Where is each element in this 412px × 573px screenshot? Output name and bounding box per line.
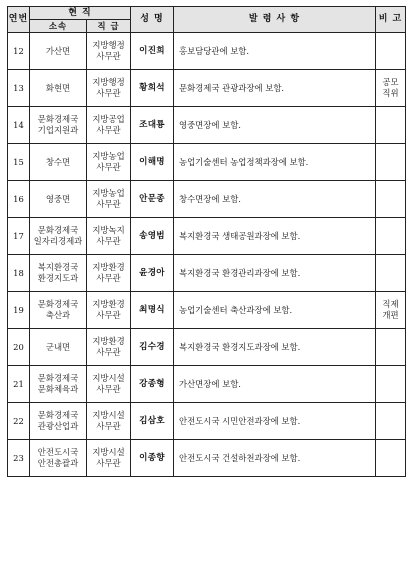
remarks-cell (376, 440, 406, 477)
grade-cell-line: 사무관 (96, 236, 121, 246)
grade-cell-line: 사무관 (96, 421, 121, 431)
grade-cell-line: 지방환경 (92, 299, 125, 309)
affiliation-cell (30, 144, 87, 181)
grade-cell-line: 지방녹지 (92, 225, 125, 235)
name-cell: 강종형 (131, 366, 174, 403)
affiliation-cell-line: 화현면 (45, 82, 71, 93)
grade-cell (87, 403, 131, 440)
table-row (8, 70, 406, 107)
remarks-cell (376, 403, 406, 440)
affiliation-cell-line: 창수면 (45, 156, 71, 167)
affiliation-cell-line: 군내면 (45, 341, 71, 352)
table-row (8, 107, 406, 144)
affiliation-cell (30, 366, 87, 403)
detail-cell: 홍보담당관에 보함. (174, 33, 376, 70)
affiliation-cell (30, 181, 87, 218)
grade-cell-line: 사무관 (96, 51, 121, 61)
remarks-cell (376, 33, 406, 70)
detail-cell: 안전도시국 시민안전과장에 보함. (174, 403, 376, 440)
table-body (8, 33, 406, 477)
row-number: 14 (8, 107, 30, 144)
remarks-cell (376, 144, 406, 181)
row-number: 13 (8, 70, 30, 107)
affiliation-cell-line: 문화경제국 (37, 114, 79, 124)
affiliation-cell-line: 일자리경제과 (33, 236, 83, 246)
remarks-cell (376, 366, 406, 403)
remarks-cell-line: 직제 (382, 299, 399, 309)
grade-cell-line: 지방시설 (92, 373, 125, 383)
detail-cell: 영중면장에 보함. (174, 107, 376, 144)
table-row (8, 292, 406, 329)
remarks-cell (376, 181, 406, 218)
remarks-cell (376, 255, 406, 292)
grade-cell-line: 지방행정 (92, 77, 125, 87)
grade-cell (87, 144, 131, 181)
grade-cell (87, 255, 131, 292)
grade-cell-line: 사무관 (96, 162, 121, 172)
name-cell: 윤경아 (131, 255, 174, 292)
grade-cell (87, 366, 131, 403)
name-cell: 조대룡 (131, 107, 174, 144)
grade-cell (87, 218, 131, 255)
header-grade: 직 급 (87, 20, 131, 33)
name-cell: 송영범 (131, 218, 174, 255)
detail-cell: 가산면장에 보함. (174, 366, 376, 403)
table-row (8, 440, 406, 477)
remarks-cell-line: 직위 (382, 88, 399, 98)
detail-cell: 농업기술센터 농업정책과장에 보함. (174, 144, 376, 181)
grade-cell (87, 33, 131, 70)
grade-cell-line: 지방공업 (92, 114, 125, 124)
name-cell: 최명식 (131, 292, 174, 329)
remarks-cell (376, 218, 406, 255)
grade-cell-line: 사무관 (96, 273, 121, 283)
detail-cell: 창수면장에 보함. (174, 181, 376, 218)
header-current-position: 현 직 (30, 7, 131, 20)
affiliation-cell (30, 218, 87, 255)
affiliation-cell-line: 기업지원과 (37, 125, 79, 135)
header-number: 연번 (8, 7, 30, 33)
table-row (8, 403, 406, 440)
affiliation-cell-line: 축산과 (45, 310, 71, 320)
affiliation-cell (30, 33, 87, 70)
table-row (8, 181, 406, 218)
header-remarks: 비 고 (376, 7, 406, 33)
remarks-cell (376, 292, 406, 329)
row-number: 20 (8, 329, 30, 366)
row-number: 17 (8, 218, 30, 255)
remarks-cell (376, 70, 406, 107)
grade-cell-line: 사무관 (96, 458, 121, 468)
table-row (8, 366, 406, 403)
remarks-cell-line: 개편 (382, 310, 399, 320)
grade-cell (87, 292, 131, 329)
name-cell: 이종향 (131, 440, 174, 477)
detail-cell: 복지환경국 환경지도과장에 보함. (174, 329, 376, 366)
table-row (8, 33, 406, 70)
detail-cell: 복지환경국 생태공원과장에 보함. (174, 218, 376, 255)
table-row (8, 144, 406, 181)
affiliation-cell (30, 70, 87, 107)
affiliation-cell (30, 403, 87, 440)
row-number: 12 (8, 33, 30, 70)
table-row (8, 218, 406, 255)
grade-cell-line: 지방시설 (92, 447, 125, 457)
affiliation-cell-line: 환경지도과 (37, 273, 79, 283)
grade-cell (87, 107, 131, 144)
affiliation-cell-line: 문화경제국 (37, 373, 79, 383)
grade-cell (87, 440, 131, 477)
header-name: 성 명 (131, 7, 174, 33)
grade-cell-line: 사무관 (96, 310, 121, 320)
row-number: 16 (8, 181, 30, 218)
row-number: 15 (8, 144, 30, 181)
affiliation-cell (30, 292, 87, 329)
remarks-cell-line: 공모 (382, 77, 399, 87)
header-affiliation: 소속 (30, 20, 87, 33)
name-cell: 김삼호 (131, 403, 174, 440)
name-cell: 황희석 (131, 70, 174, 107)
grade-cell-line: 사무관 (96, 88, 121, 98)
grade-cell-line: 지방환경 (92, 262, 125, 272)
name-cell: 이해명 (131, 144, 174, 181)
affiliation-cell (30, 440, 87, 477)
grade-cell-line: 지방농업 (92, 151, 125, 161)
table-header (8, 7, 406, 33)
row-number: 22 (8, 403, 30, 440)
affiliation-cell (30, 329, 87, 366)
affiliation-cell-line: 가산면 (45, 45, 71, 56)
header-details: 발 령 사 항 (174, 7, 376, 33)
appointment-table (7, 6, 406, 477)
affiliation-cell-line: 문화체육과 (37, 384, 79, 394)
affiliation-cell-line: 문화경제국 (37, 225, 79, 235)
personnel-appointment-page (7, 6, 405, 477)
detail-cell: 농업기술센터 축산과장에 보함. (174, 292, 376, 329)
grade-cell-line: 사무관 (96, 199, 121, 209)
affiliation-cell-line: 관광산업과 (37, 421, 79, 431)
grade-cell (87, 329, 131, 366)
affiliation-cell-line: 복지환경국 (37, 262, 79, 272)
row-number: 21 (8, 366, 30, 403)
row-number: 19 (8, 292, 30, 329)
grade-cell (87, 181, 131, 218)
row-number: 18 (8, 255, 30, 292)
remarks-cell (376, 107, 406, 144)
grade-cell-line: 사무관 (96, 125, 121, 135)
row-number: 23 (8, 440, 30, 477)
affiliation-cell-line: 안전총괄과 (37, 458, 79, 468)
affiliation-cell (30, 107, 87, 144)
grade-cell-line: 지방행정 (92, 40, 125, 50)
detail-cell: 안전도시국 건설하천과장에 보함. (174, 440, 376, 477)
grade-cell-line: 사무관 (96, 384, 121, 394)
table-row (8, 255, 406, 292)
name-cell: 김수경 (131, 329, 174, 366)
name-cell: 안문종 (131, 181, 174, 218)
grade-cell-line: 지방환경 (92, 336, 125, 346)
affiliation-cell-line: 문화경제국 (37, 299, 79, 309)
affiliation-cell-line: 영중면 (45, 193, 71, 204)
detail-cell: 복지환경국 환경관리과장에 보함. (174, 255, 376, 292)
grade-cell-line: 지방시설 (92, 410, 125, 420)
affiliation-cell-line: 문화경제국 (37, 410, 79, 420)
affiliation-cell (30, 255, 87, 292)
affiliation-cell-line: 안전도시국 (37, 447, 79, 457)
name-cell: 이진희 (131, 33, 174, 70)
detail-cell: 문화경제국 관광과장에 보함. (174, 70, 376, 107)
grade-cell-line: 지방농업 (92, 188, 125, 198)
table-row (8, 329, 406, 366)
remarks-cell (376, 329, 406, 366)
grade-cell (87, 70, 131, 107)
grade-cell-line: 사무관 (96, 347, 121, 357)
